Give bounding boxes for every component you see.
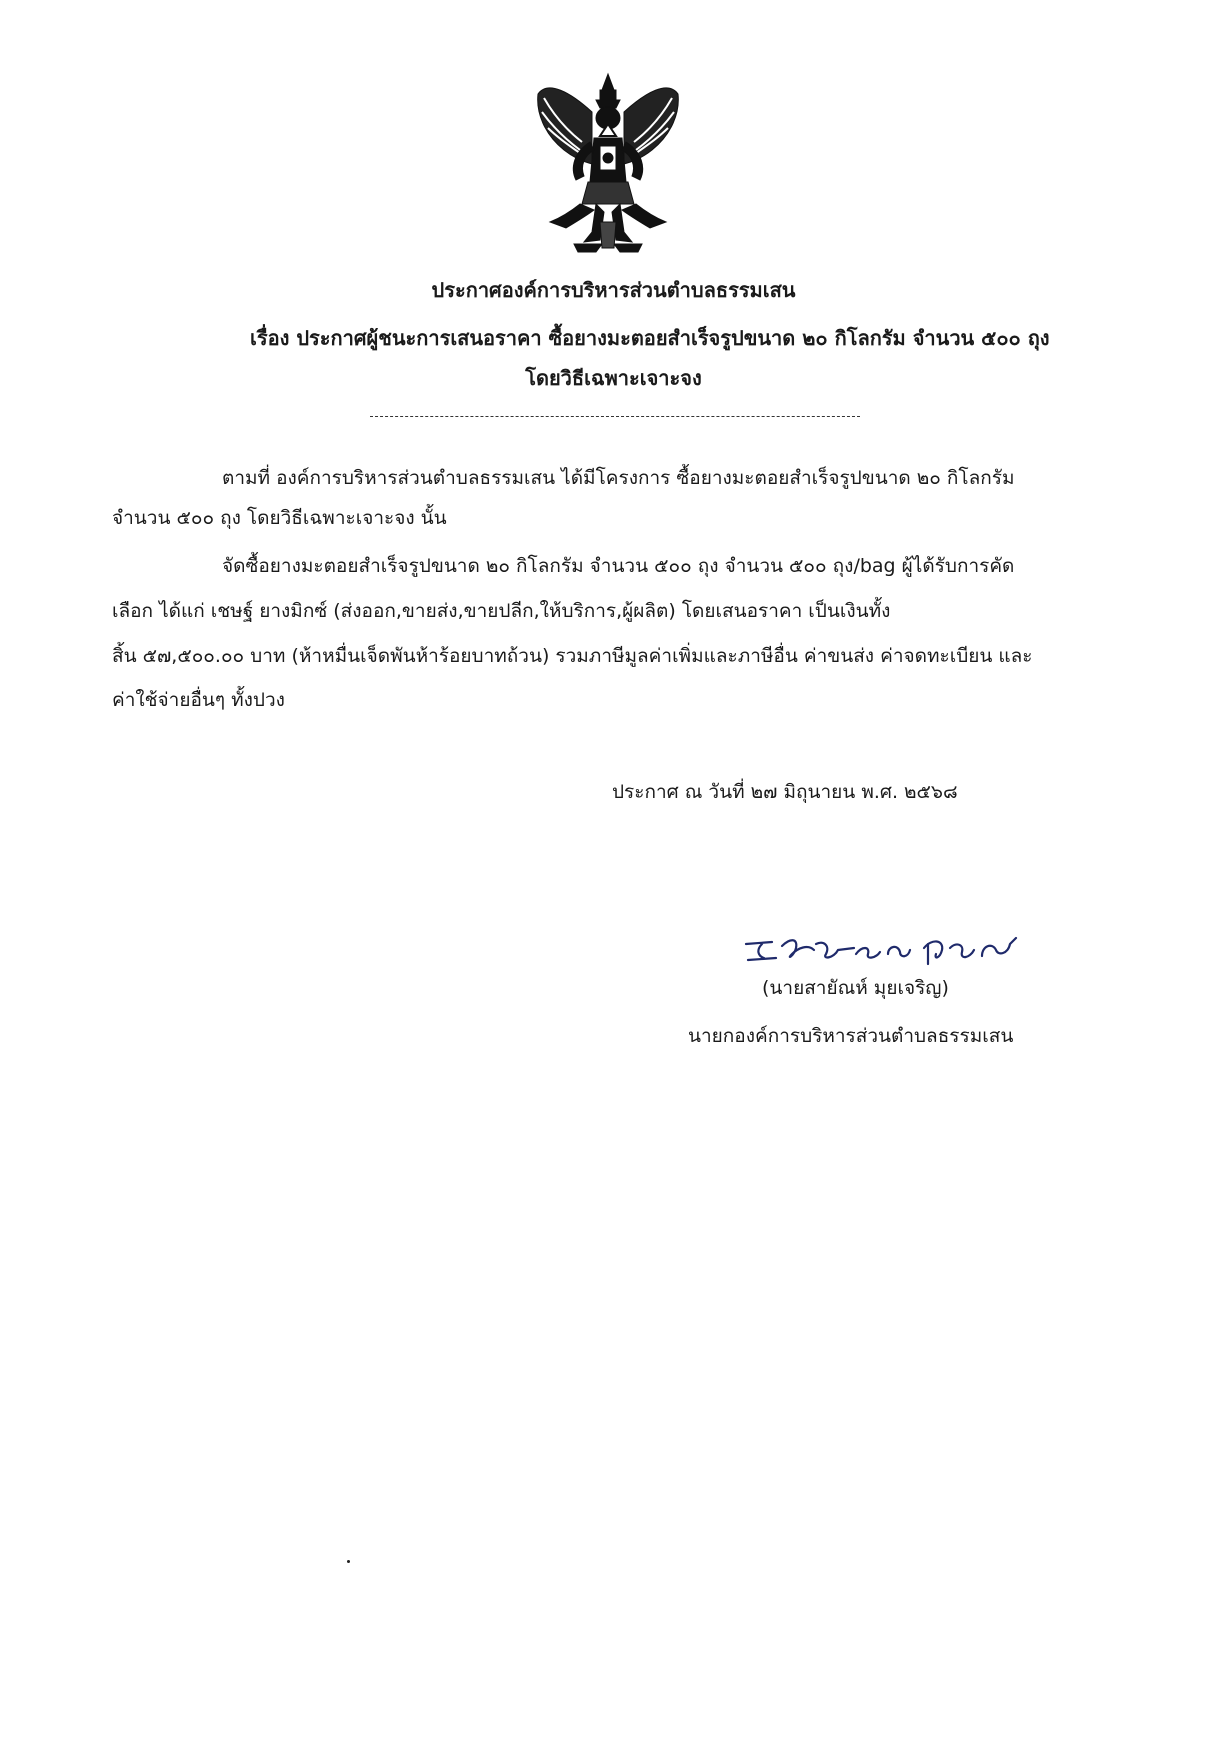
subject-continuation: โดยวิธีเฉพาะเจาะจง bbox=[525, 366, 702, 390]
paragraph-2-line-4: ค่าใช้จ่ายอื่นๆ ทั้งปวง bbox=[112, 689, 285, 711]
paragraph-1-line-1: ตามที่ องค์การบริหารส่วนตำบลธรรมเสน ได้มีโครงการ ซื้อยางมะตอยสำเร็จรูปขนาด ๒๐ กิโลกรัม bbox=[222, 467, 1015, 489]
handwritten-signature-icon bbox=[738, 924, 1028, 976]
subject-line: เรื่อง ประกาศผู้ชนะการเสนอราคา ซื้อยางมะตอยสำเร็จรูปขนาด ๒๐ กิโลกรัม จำนวน ๕๐๐ ถุง bbox=[250, 326, 1050, 350]
garuda-emblem-icon bbox=[530, 72, 686, 262]
paragraph-1-line-2: จำนวน ๕๐๐ ถุง โดยวิธีเฉพาะเจาะจง นั้น bbox=[112, 507, 447, 529]
divider bbox=[370, 416, 860, 417]
signer-name: (นายสายัณห์ มุยเจริญ) bbox=[762, 977, 949, 999]
paragraph-2-line-3: สิ้น ๕๗,๕๐๐.๐๐ บาท (ห้าหมื่นเจ็ดพันห้าร้อยบาทถ้วน) รวมภาษีมูลค่าเพิ่มและภาษีอื่น ค่าขนส่ง ค่าจดทะเบียน และ bbox=[112, 645, 1033, 667]
scan-speck bbox=[347, 1560, 350, 1563]
announced-date: ประกาศ ณ วันที่ ๒๗ มิถุนายน พ.ศ. ๒๕๖๘ bbox=[612, 781, 958, 803]
paragraph-2-line-2: เลือก ได้แก่ เชษฐ์ ยางมิกซ์ (ส่งออก,ขายส่ง,ขายปลีก,ให้บริการ,ผู้ผลิต) โดยเสนอราคา เป็นเงินทั้ง bbox=[112, 600, 891, 622]
paragraph-2-line-1: จัดซื้อยางมะตอยสำเร็จรูปขนาด ๒๐ กิโลกรัม จำนวน ๕๐๐ ถุง จำนวน ๕๐๐ ถุง/bag ผู้ได้รับการคัด bbox=[222, 555, 1015, 577]
announcement-title: ประกาศองค์การบริหารส่วนตำบลธรรมเสน bbox=[431, 278, 796, 302]
signer-position: นายกองค์การบริหารส่วนตำบลธรรมเสน bbox=[688, 1025, 1014, 1047]
